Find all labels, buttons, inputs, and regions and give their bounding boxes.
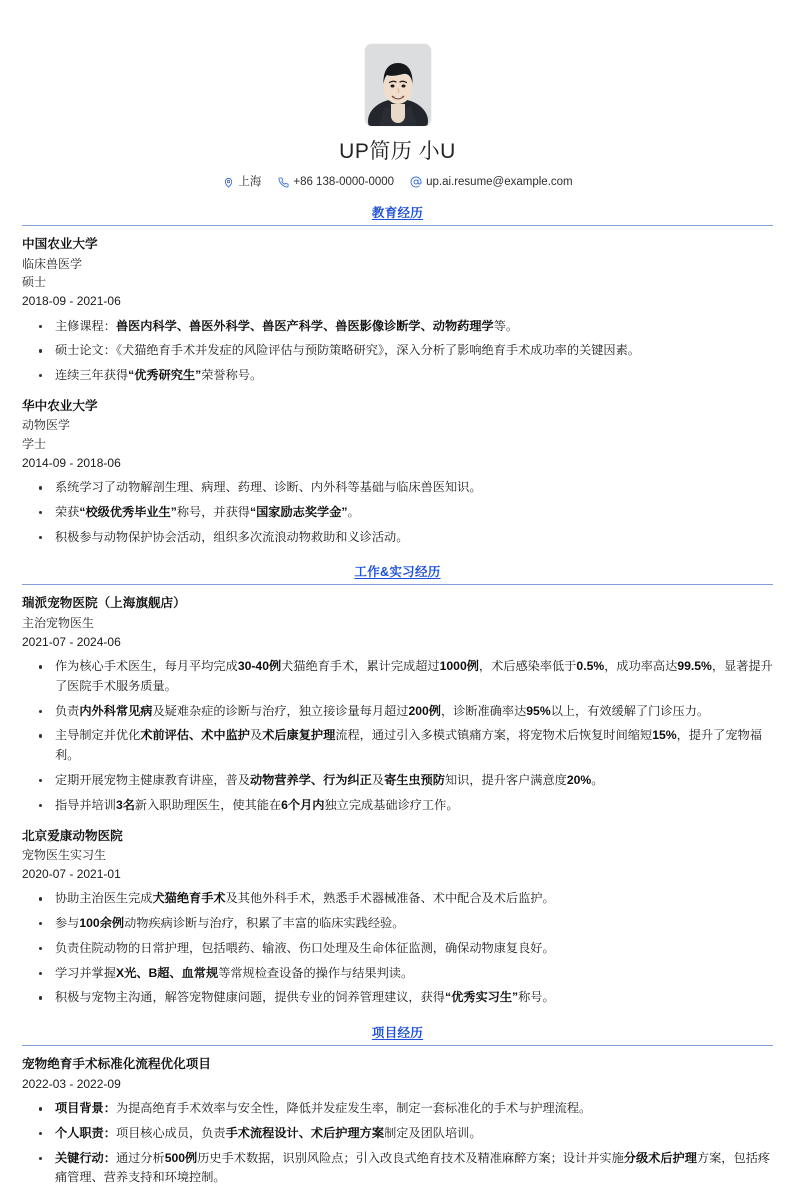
entry-bullet-list [22, 317, 773, 386]
bullet-item: 关键行动：通过分析500例历史手术数据，识别风险点；引入改良式绝育技术及精准麻醉方案；设计并实施分级术后护理方案，包括疼痛管理、营养支持和环境控制。 [22, 1149, 773, 1189]
entry-degree: 硕士 [22, 275, 47, 290]
bullet-item: 学习并掌握X光、B超、血常规等常规检查设备的操作与结果判读。 [22, 964, 773, 984]
entry-date-range: 2020-07 - 2021-01 [22, 866, 121, 881]
bullet-item: 参与100余例动物疾病诊断与治疗，积累了丰富的临床实践经验。 [22, 914, 773, 934]
bullet-item: 个人职责：项目核心成员，负责手术流程设计、术后护理方案制定及团队培训。 [22, 1124, 773, 1144]
contact-line [22, 176, 773, 188]
section-header [22, 203, 773, 226]
bullet-item: 负责内外科常见病及疑难杂症的诊断与治疗，独立接诊量每月超过200例，诊断准确率达95%以上，有效缓解了门诊压力。 [22, 702, 773, 722]
bullet-item: 积极参与动物保护协会活动，组织多次流浪动物救助和义诊活动。 [22, 528, 773, 548]
resume-sections [22, 203, 773, 1188]
entry-date-range: 2014-09 - 2018-06 [22, 455, 121, 470]
person-name: UP简历 小U [339, 140, 456, 163]
bullet-item: 协助主治医生完成犬猫绝育手术及其他外科手术，熟悉手术器械准备、术中配合及术后监护。 [22, 889, 773, 909]
entry-title: 北京爱康动物医院 [22, 828, 123, 843]
contact-email [410, 176, 573, 188]
bullet-item: 连续三年获得“优秀研究生”荣誉称号。 [22, 366, 773, 386]
bullet-item: 积极与宠物主沟通，解答宠物健康问题，提供专业的饲养管理建议，获得“优秀实习生”称号。 [22, 988, 773, 1008]
entry-bullet-list [22, 657, 773, 815]
resume-entry [22, 235, 773, 386]
bullet-item: 系统学习了动物解剖生理、病理、药理、诊断、内外科等基础与临床兽医知识。 [22, 478, 773, 498]
bullet-item: 负责住院动物的日常护理，包括喂药、输液、伤口处理及生命体征监测，确保动物康复良好。 [22, 939, 773, 959]
section-title: 教育经历 [371, 206, 424, 221]
resume-section [22, 562, 773, 1008]
entry-bullet-list [22, 478, 773, 547]
contact-location [222, 176, 261, 188]
entry-title: 宠物绝育手术标准化流程优化项目 [22, 1057, 211, 1072]
contact-location-text: 上海 [238, 175, 262, 188]
entry-title: 中国农业大学 [22, 237, 98, 252]
contact-phone-text: +86 138-0000-0000 [293, 175, 395, 188]
bullet-item: 主修课程：兽医内科学、兽医外科学、兽医产科学、兽医影像诊断学、动物药理学等。 [22, 317, 773, 337]
entry-degree: 学士 [22, 436, 47, 451]
profile-photo [365, 44, 431, 126]
bullet-item: 定期开展宠物主健康教育讲座，普及动物营养学、行为纠正及寄生虫预防知识，提升客户满意度20%。 [22, 771, 773, 791]
section-title: 项目经历 [371, 1026, 424, 1041]
bullet-item: 指导并培训3名新入职助理医生，使其能在6个月内独立完成基础诊疗工作。 [22, 796, 773, 816]
phone-icon [277, 176, 289, 188]
resume-entry [22, 827, 773, 1009]
section-header [22, 1023, 773, 1046]
bullet-item: 项目背景：为提高绝育手术效率与安全性，降低并发症发生率，制定一套标准化的手术与护理流程。 [22, 1099, 773, 1119]
entry-subtitle: 宠物医生实习生 [22, 848, 107, 863]
contact-phone [277, 176, 394, 188]
entry-subtitle: 临床兽医学 [22, 256, 83, 271]
entry-date-range: 2022-03 - 2022-09 [22, 1076, 121, 1091]
entry-date-range: 2021-07 - 2024-06 [22, 634, 121, 649]
bullet-item: 硕士论文：《犬猫绝育手术并发症的风险评估与预防策略研究》，深入分析了影响绝育手术成功率的关键因素。 [22, 341, 773, 361]
location-pin-icon [222, 176, 234, 188]
resume-entry [22, 594, 773, 815]
entry-bullet-list [22, 1099, 773, 1188]
entry-title: 瑞派宠物医院（上海旗舰店） [22, 596, 186, 611]
resume-entry [22, 397, 773, 548]
entry-subtitle: 动物医学 [22, 418, 71, 433]
bullet-item: 主导制定并优化术前评估、术中监护及术后康复护理流程，通过引入多模式镇痛方案，将宠物术后恢复时间缩短15%，提升了宠物福利。 [22, 726, 773, 766]
bullet-item: 荣获“校级优秀毕业生”称号，并获得“国家励志奖学金”。 [22, 503, 773, 523]
entry-date-range: 2018-09 - 2021-06 [22, 293, 121, 308]
resume-entry [22, 1055, 773, 1188]
resume-section [22, 203, 773, 547]
section-header [22, 562, 773, 585]
entry-bullet-list [22, 889, 773, 1008]
entry-title: 华中农业大学 [22, 398, 98, 413]
resume-section [22, 1023, 773, 1188]
contact-email-text: up.ai.resume@example.com [426, 175, 573, 188]
email-at-icon [410, 176, 422, 188]
resume-header [22, 44, 773, 188]
section-title: 工作&实习经历 [354, 565, 441, 580]
bullet-item: 作为核心手术医生，每月平均完成30-40例犬猫绝育手术，累计完成超过1000例，术后感染率低于0.5%，成功率高达99.5%，显著提升了医院手术服务质量。 [22, 657, 773, 697]
entry-subtitle: 主治宠物医生 [22, 615, 95, 630]
